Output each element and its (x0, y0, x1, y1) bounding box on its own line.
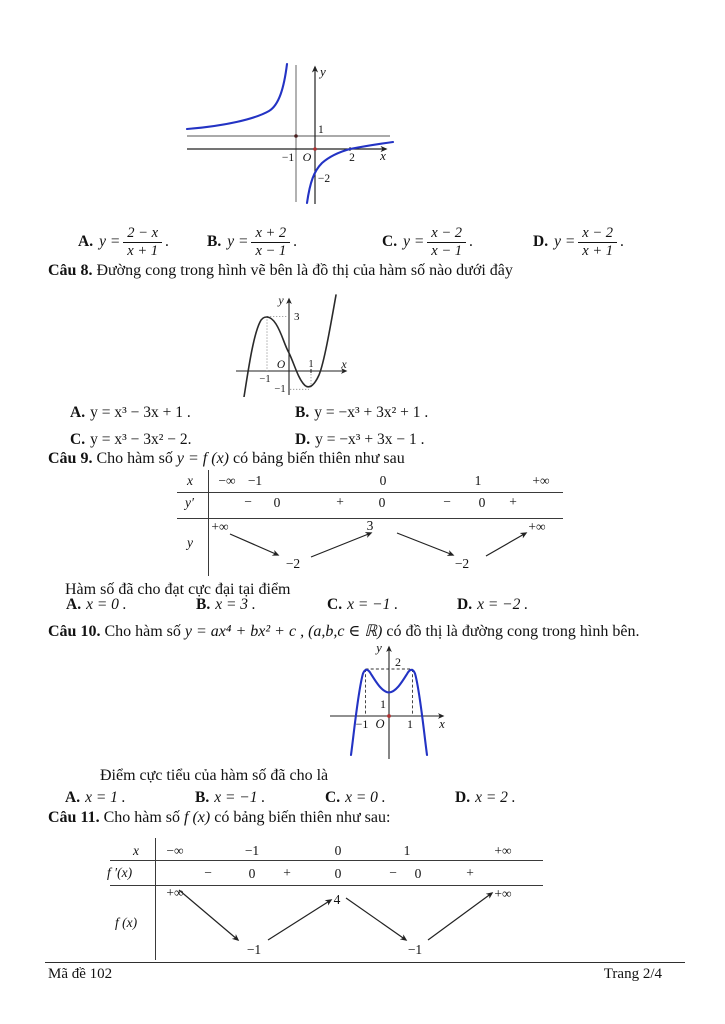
x-value: 0 (334, 843, 342, 858)
sign: + (283, 865, 291, 880)
local-min-value: −1 (246, 942, 262, 957)
option-letter: A. (78, 233, 94, 250)
x-value: −1 (244, 843, 260, 858)
cubic-curve (244, 295, 336, 397)
variation-arrows (175, 470, 565, 576)
option-formula: x = 0 . (86, 596, 127, 613)
option-letter: B. (195, 789, 210, 806)
option-c (70, 431, 191, 449)
row-header-derivative: y′ (185, 495, 194, 510)
origin-dot (313, 147, 317, 151)
option-d (455, 789, 516, 807)
page-number: Trang 2/4 (603, 966, 662, 982)
limit-value: +∞ (528, 519, 546, 534)
option-letter: D. (533, 233, 549, 250)
arrow-decreasing (397, 533, 453, 555)
quartic-function-graph (325, 641, 455, 761)
variation-arrows (65, 838, 543, 960)
zero: 0 (378, 495, 386, 510)
local-min-value: −1 (407, 942, 423, 957)
arrow-decreasing (179, 890, 238, 940)
question-text: Hàm số đã cho đạt cực đại tại điểm (65, 581, 291, 598)
origin-label: O (302, 150, 312, 164)
x-value: −∞ (218, 473, 236, 488)
arrow-increasing (311, 533, 371, 557)
arrow-decreasing (346, 898, 406, 940)
local-max-value: 3 (366, 518, 374, 533)
tick-label-neg1: −1 (355, 717, 369, 731)
footer-divider (45, 962, 685, 963)
question-number: Câu 11. (48, 809, 100, 826)
origin-dot (387, 714, 391, 718)
option-formula: y = x³ − 3x² − 2. (90, 431, 192, 448)
row-header-x: x (133, 843, 139, 858)
tick-label-1x: 1 (407, 717, 413, 731)
question-number: Câu 10. (48, 623, 101, 640)
option-letter: C. (382, 233, 398, 250)
asymptote-intersection-dot (294, 134, 298, 138)
option-c (327, 596, 398, 614)
y-axis-label: y (320, 64, 326, 79)
option-letter: C. (70, 431, 86, 448)
question-text: có bảng biến thiên như sau: (214, 809, 391, 826)
inline-math: y = ax⁴ + bx² + c (184, 623, 297, 640)
origin-label: O (375, 717, 385, 731)
option-letter: B. (196, 596, 211, 613)
option-b (207, 221, 297, 263)
option-b (195, 789, 265, 807)
inline-math: , (a,b,c ∈ ℝ) (300, 623, 383, 640)
sign: − (204, 865, 212, 880)
arrow-increasing (486, 533, 526, 556)
formula-lhs: y = (99, 233, 121, 250)
formula-lhs: y = (554, 233, 576, 250)
arrow-increasing (268, 900, 331, 940)
option-d (457, 596, 528, 614)
fraction-denominator: x − 1 (431, 243, 463, 259)
fraction (427, 225, 466, 259)
option-formula: y = −x³ + 3x² + 1 . (314, 404, 429, 421)
local-min-value: −2 (454, 556, 470, 571)
row-header-function: f (x) (115, 915, 138, 930)
fraction-numerator: x + 2 (251, 225, 290, 243)
option-letter: D. (455, 789, 471, 806)
option-formula: y = −x³ + 3x − 1 . (315, 431, 425, 448)
y-axis-label: y (278, 293, 284, 307)
cubic-function-graph (232, 292, 357, 397)
y-axis-label: y (376, 641, 382, 655)
option-formula: y = x³ − 3x + 1 . (90, 404, 191, 421)
rational-function-graph (185, 60, 425, 208)
option-letter: D. (457, 596, 473, 613)
zero: 0 (273, 495, 281, 510)
fraction-denominator: x + 1 (582, 243, 614, 259)
row-header-derivative: f ′(x) (107, 865, 133, 880)
option-a (66, 596, 127, 614)
option-formula: x = 3 . (215, 596, 256, 613)
option-formula: x = 0 . (345, 789, 386, 806)
option-formula: x = 2 . (475, 789, 516, 806)
variation-table-q11 (65, 838, 543, 960)
question-8 (48, 262, 513, 280)
tick-label-neg1-y: −1 (274, 384, 286, 395)
formula-tail: . (293, 233, 298, 250)
sign: − (443, 494, 451, 509)
tick-label-neg1: −1 (281, 152, 295, 164)
formula-tail: . (165, 233, 169, 250)
tick-label-1y: 1 (380, 697, 386, 711)
question-number: Câu 9. (48, 450, 93, 467)
option-b (196, 596, 256, 614)
zero: 0 (248, 866, 256, 881)
option-b (295, 404, 428, 422)
sign: − (244, 494, 252, 509)
option-a (70, 404, 191, 422)
zero: 0 (334, 866, 342, 881)
limit-value: +∞ (211, 519, 229, 534)
option-letter: A. (65, 789, 81, 806)
sign: + (466, 865, 474, 880)
tick-label-neg2: −2 (317, 173, 331, 185)
x-value: 1 (403, 843, 411, 858)
inline-math: f (x) (184, 809, 211, 826)
question-10-prompt (100, 767, 328, 785)
option-letter: A. (66, 596, 82, 613)
fraction (578, 225, 617, 259)
question-text: có đồ thị là đường cong trong hình bên. (386, 623, 640, 640)
option-formula: x = −2 . (477, 596, 529, 613)
curve-left-branch (187, 64, 287, 129)
question-10 (48, 621, 639, 641)
option-letter: A. (70, 404, 86, 421)
arrow-decreasing (230, 534, 278, 555)
fraction-numerator: 2 − x (123, 225, 162, 243)
exam-code: Mã đề 102 (48, 966, 113, 982)
option-letter: B. (295, 404, 310, 421)
formula-tail: . (469, 233, 473, 250)
question-9 (48, 450, 405, 468)
formula-lhs: y = (227, 233, 249, 250)
option-a (65, 789, 126, 807)
arrow-increasing (428, 893, 492, 940)
question-11 (48, 809, 390, 827)
question-text: Đường cong trong hình vẽ bên là đồ thị của hàm số nào dưới đây (96, 262, 513, 279)
zero: 0 (414, 866, 422, 881)
option-d (533, 221, 624, 263)
sign: + (509, 494, 517, 509)
zero: 0 (478, 495, 486, 510)
x-axis-label: x (380, 148, 386, 163)
fraction-denominator: x − 1 (255, 243, 287, 259)
tick-label-2: 2 (349, 152, 355, 164)
formula-tail: . (620, 233, 624, 250)
x-axis-label: x (341, 357, 347, 371)
option-formula: x = −1 . (214, 789, 266, 806)
option-d (295, 431, 424, 449)
option-formula: x = 1 . (85, 789, 126, 806)
tick-label-neg1: −1 (259, 374, 271, 385)
local-max-value: 4 (333, 892, 341, 907)
tick-label-3: 3 (294, 311, 300, 323)
row-header-function: y (187, 535, 193, 550)
limit-value: +∞ (166, 885, 184, 900)
tick-label-1: 1 (308, 359, 314, 370)
option-letter: C. (325, 789, 341, 806)
limit-value: +∞ (494, 886, 512, 901)
question-text: Cho hàm số (104, 623, 181, 640)
fraction-numerator: x − 2 (578, 225, 617, 243)
x-value: 1 (474, 473, 482, 488)
formula-lhs: y = (403, 233, 425, 250)
tick-label-1: 1 (318, 124, 324, 136)
local-min-value: −2 (285, 556, 301, 571)
row-header-x: x (187, 473, 193, 488)
option-c (325, 789, 386, 807)
x-value: −∞ (166, 843, 184, 858)
sign: + (336, 494, 344, 509)
inline-math: y = f (x) (176, 450, 230, 467)
origin-label: O (276, 359, 286, 371)
tick-label-2: 2 (395, 655, 401, 669)
option-formula: x = −1 . (347, 596, 399, 613)
x-value: 0 (379, 473, 387, 488)
option-a (78, 221, 169, 263)
fraction (123, 225, 162, 259)
option-letter: B. (207, 233, 222, 250)
x-axis-label: x (439, 717, 445, 731)
option-letter: C. (327, 596, 343, 613)
x-value: −1 (247, 473, 263, 488)
question-text: Cho hàm số (103, 809, 181, 826)
fraction-numerator: x − 2 (427, 225, 466, 243)
option-letter: D. (295, 431, 311, 448)
question-text: Điểm cực tiểu của hàm số đã cho là (100, 767, 329, 784)
fraction-denominator: x + 1 (127, 243, 159, 259)
x-value: +∞ (532, 473, 550, 488)
question-text: Cho hàm số (96, 450, 173, 467)
option-c (382, 221, 473, 263)
x-value: +∞ (494, 843, 512, 858)
fraction (251, 225, 290, 259)
sign: − (389, 865, 397, 880)
question-text: có bảng biến thiên như sau (233, 450, 405, 467)
question-number: Câu 8. (48, 262, 93, 279)
variation-table-q9 (175, 470, 565, 576)
